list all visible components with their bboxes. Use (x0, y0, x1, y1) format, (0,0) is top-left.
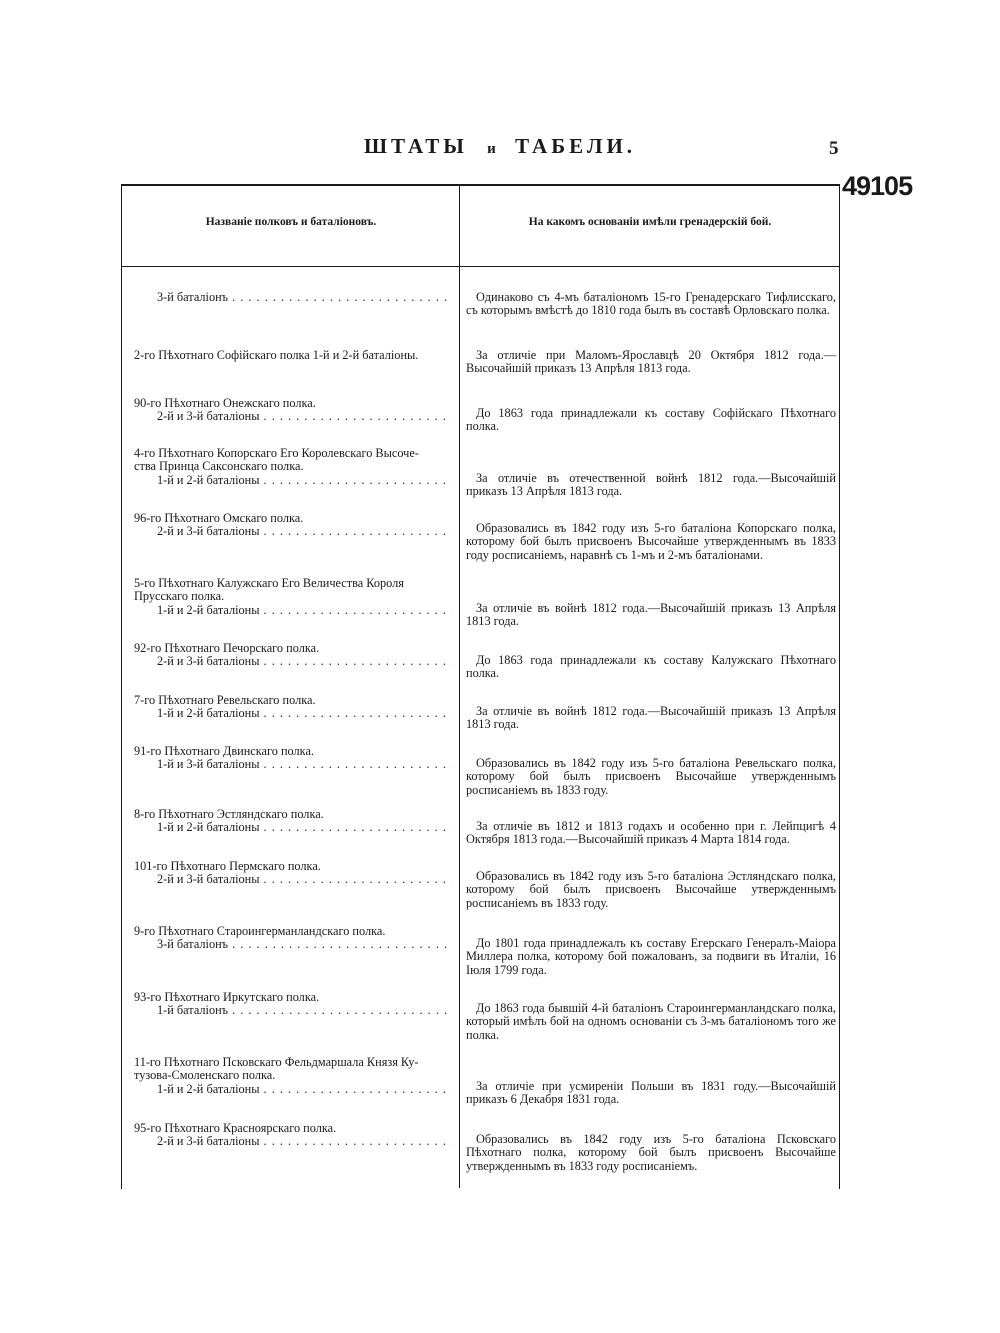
basis-text: Образовались въ 1842 году изъ 5-го баталіона Псковскаго Пѣхотнаго полка, которому бой былъ присвоенъ Высочайше утвержденнымъ въ 1833 году росписаніемъ. (466, 1132, 836, 1173)
title-conjunction: и (487, 141, 496, 157)
regiment-line: 101-го Пѣхотнаго Пермскаго полка. (134, 860, 321, 873)
regiment-line: 9-го Пѣхотнаго Староингерманландскаго полка. (134, 925, 386, 938)
regiment-line: 1-й и 2-й баталіоны . . . (134, 1083, 452, 1096)
regiment-line: 1-й и 2-й баталіоны . . . (134, 604, 452, 617)
regiment-entry (134, 1122, 452, 1149)
regiment-entry (134, 642, 452, 669)
basis-text: Образовались въ 1842 году изъ 5-го баталіона Эстляндскаго полка, которому бой былъ присвоенъ Высочайше утвержденнымъ росписаніемъ въ 1833 году. (466, 869, 836, 910)
basis-entry (466, 1002, 836, 1042)
regiment-entry (134, 808, 452, 835)
regiment-entry (134, 512, 452, 539)
basis-text: За отличіе въ отечественной войнѣ 1812 года.—Высочайшій приказъ 13 Апрѣля 1813 года. (466, 471, 836, 499)
basis-entry (466, 1133, 836, 1173)
basis-text: За отличіе въ войнѣ 1812 года.—Высочайшій приказъ 13 Апрѣля 1813 года. (466, 601, 836, 629)
basis-entry (466, 349, 836, 376)
basis-entry (466, 1080, 836, 1107)
regiment-entry (134, 860, 452, 887)
regiment-line: 2-й и 3-й баталіоны . . . (134, 873, 452, 886)
regiment-entry (134, 745, 452, 772)
regiment-line: 2-й и 3-й баталіоны . . . (134, 655, 452, 668)
regiment-line: 3-й баталіонъ . . . (134, 291, 452, 304)
basis-text: За отличіе при Маломъ-Ярославцѣ 20 Октября 1812 года.— Высочайшій приказъ 13 Апрѣля 1813 года. (466, 348, 836, 376)
regiment-line: 3-й баталіонъ . . . (134, 938, 452, 951)
header-rule (121, 266, 840, 267)
regiment-line: 1-й и 2-й баталіоны . . . (134, 821, 452, 834)
regiment-entry (134, 991, 452, 1018)
regiment-line: 2-й и 3-й баталіоны . . . (134, 1135, 452, 1148)
regiment-line: Прусскаго полка. (134, 590, 225, 604)
regiment-line: ства Принца Саксонскаго полка. (134, 460, 304, 474)
basis-text: До 1801 года принадлежалъ къ составу Егерскаго Генералъ-Маіора Миллера полка, которому бой пожалованъ, за подвиги въ Италіи, 16 Іюля 1799 года. (466, 936, 836, 977)
basis-text: До 1863 года бывшій 4-й баталіонъ Староингерманландскаго полка, который имѣлъ бой на одномъ основаніи съ 3-мъ баталіономъ того же полка. (466, 1001, 836, 1042)
basis-text: За отличіе при усмиреніи Польши въ 1831 году.—Высочайшій приказъ 6 Декабря 1831 года. (466, 1079, 836, 1107)
regiment-entry (134, 447, 452, 487)
column-header-basis: На какомъ основаніи имѣли гренадерскій бой. (528, 216, 772, 228)
column-header-regiments: Названіе полковъ и баталіоновъ. (205, 216, 377, 228)
regiment-line: 1-й и 2-й баталіоны . . . (134, 474, 452, 487)
regiment-line: 1-й баталіонъ . . . (134, 1004, 452, 1017)
stamp-number: 49105 (842, 171, 913, 201)
running-title (0, 134, 1000, 159)
regiment-entry (134, 1056, 452, 1096)
regiment-line: тузова-Смоленскаго полка. (134, 1069, 276, 1083)
basis-text: За отличіе въ войнѣ 1812 года.—Высочайшій приказъ 13 Апрѣля 1813 года. (466, 704, 836, 732)
basis-entry (466, 602, 836, 629)
regiment-entry (134, 397, 452, 424)
column-divider (459, 184, 460, 1188)
regiment-line: 90-го Пѣхотнаго Онежскаго полка. (134, 397, 316, 410)
basis-entry (466, 705, 836, 732)
regiment-line: 93-го Пѣхотнаго Иркутскаго полка. (134, 991, 320, 1004)
regiment-line: 7-го Пѣхотнаго Ревельскаго полка. (134, 694, 316, 707)
basis-text: За отличіе въ 1812 и 1813 годахъ и особенно при г. Лейпцигѣ 4 Октября 1813 года.—Высочайшій приказъ 4 Марта 1814 года. (466, 819, 836, 847)
regiment-line: 2-й и 3-й баталіоны . . . (134, 525, 452, 538)
basis-entry (466, 870, 836, 910)
regiment-line: 1-й и 2-й баталіоны . . . (134, 707, 452, 720)
basis-entry (466, 522, 836, 562)
regiment-line: 95-го Пѣхотнаго Красноярскаго полка. (134, 1122, 337, 1135)
regiment-entry (134, 349, 452, 362)
basis-entry (466, 820, 836, 847)
regiment-line: 1-й и 3-й баталіоны . . . (134, 758, 452, 771)
regiment-line: 4-го Пѣхотнаго Копорскаго Его Королевскаго Высоче- (134, 447, 419, 460)
regiment-line: 91-го Пѣхотнаго Двинскаго полка. (134, 745, 314, 758)
regiment-line: 11-го Пѣхотнаго Псковскаго Фельдмаршала Князя Ку- (134, 1056, 419, 1069)
regiment-line: 92-го Пѣхотнаго Печорскаго полка. (134, 642, 320, 655)
basis-text: До 1863 года принадлежали къ составу Софійскаго Пѣхотнаго полка. (466, 406, 836, 434)
regiment-line: 2-й и 3-й баталіоны . . . (134, 410, 452, 423)
basis-entry (466, 654, 836, 681)
regiment-line: 8-го Пѣхотнаго Эстляндскаго полка. (134, 808, 324, 821)
regiment-entry (134, 694, 452, 721)
regiment-entry (134, 577, 452, 617)
regiment-entry (134, 291, 452, 304)
basis-text: До 1863 года принадлежали къ составу Калужскаго Пѣхотнаго полка. (466, 653, 836, 681)
basis-text: Образовались въ 1842 году изъ 5-го баталіона Ревельскаго полка, которому бой былъ присвоенъ Высочайше утвержденнымъ росписаніемъ въ 1833 году. (466, 756, 836, 797)
regiment-line: 5-го Пѣхотнаго Калужскаго Его Величества Короля (134, 577, 404, 590)
page-number: 5 (829, 138, 839, 159)
basis-entry (466, 937, 836, 977)
title-main: ШТАТЫ (363, 134, 468, 158)
basis-entry (466, 291, 836, 318)
basis-text: Одинаково съ 4-мъ баталіономъ 15-го Гренадерскаго Тифлисскаго, съ которымъ вмѣстѣ до 1810 года былъ въ составѣ Орловскаго полка. (466, 290, 836, 318)
basis-text: Образовались въ 1842 году изъ 5-го баталіона Копорскаго полка, которому бой былъ присвоенъ Высочайше утвержденнымъ въ 1833 году росписаніемъ, наравнѣ съ 1-мъ и 2-мъ баталіонами. (466, 521, 836, 562)
title-second: ТАБЕЛИ. (515, 134, 637, 158)
basis-entry (466, 472, 836, 499)
basis-entry (466, 407, 836, 434)
regiment-line: 2-го Пѣхотнаго Софійскаго полка 1-й и 2-й баталіоны. (134, 349, 419, 362)
regiment-line: 96-го Пѣхотнаго Омскаго полка. (134, 512, 304, 525)
regiment-entry (134, 925, 452, 952)
basis-entry (466, 757, 836, 797)
